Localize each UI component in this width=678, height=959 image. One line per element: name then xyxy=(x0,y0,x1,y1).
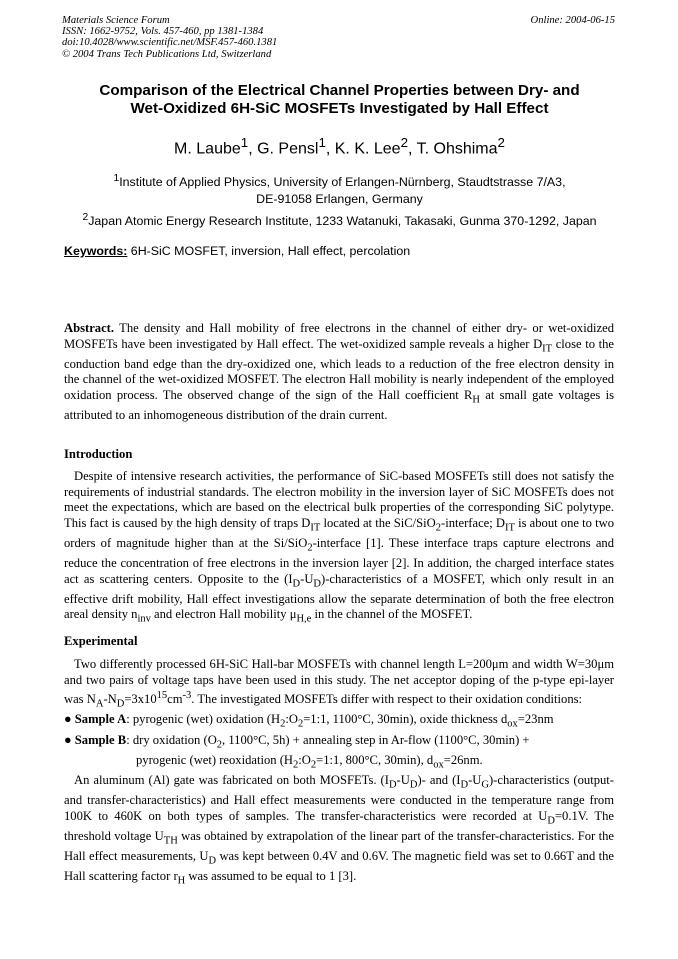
text-run: )-characteristics (output- and transfer-characteristics) and Hall effect measurements were conducted in the temperature range from 100K to 460K on both types of samples. The transfer-characteristics were recorded at U xyxy=(64,772,614,823)
subscript: 2 xyxy=(307,542,313,554)
keywords-label: Keywords: xyxy=(64,244,128,258)
text-run: )- and (I xyxy=(417,772,461,787)
text-run: -interface [1]. These interface traps capture electrons and reduce the concentration of free electrons in the inversion layer [2]. In addition, the charged interface states act as scattering centers. Opposite to the (I xyxy=(64,535,615,586)
subscript: H,e xyxy=(296,613,312,625)
paper-title xyxy=(62,82,617,118)
author-name: K. K. Lee xyxy=(334,140,401,158)
list-item-sample-b: ● Sample B: dry oxidation ($O_2$, 1100°C, 5h) + annealing step in Ar-flow (1100°C, 30min) + xyxy=(64,732,530,751)
subscript: 2 xyxy=(310,759,317,771)
affiliation-text: DE-91058 Erlangen, Germany xyxy=(256,192,423,207)
affiliation-text: Japan Atomic Energy Research Institute, 1233 Watanuki, Takasaki, Gunma 370-1292, Japan xyxy=(88,214,597,229)
text-run: =26nm. xyxy=(443,752,483,767)
text-run: Despite of intensive research activities, the performance of SiC-based MOSFETs still does not satisfy the requirements of industrial standards. The electron mobility in the inversion layer of SiC MOSFETs does not meet the expectations, which are based on the electrical bulk properties of the corresponding SiC polytype. This fact is caused by the high density of traps D xyxy=(64,469,614,530)
text-run: in the channel of the MOSFET. xyxy=(311,607,473,622)
section-heading-experimental: Experimental xyxy=(64,634,138,648)
superscript: 15 xyxy=(156,690,168,702)
subscript: 2 xyxy=(297,719,304,730)
author-affiliation-mark: 1 xyxy=(318,135,326,150)
subscript: 2 xyxy=(280,719,286,730)
superscript: -3 xyxy=(182,690,192,702)
experimental-paragraph-1 xyxy=(64,657,614,712)
list-item-sample-a: ● Sample A: pyrogenic (wet) oxidation ($H_2:O_2=1:1$, 1100°C, 30min), oxide thickness $d_{ox}=23nm$ xyxy=(64,712,554,730)
subscript: H xyxy=(472,394,481,406)
affiliation-2 xyxy=(62,212,617,228)
subscript: 2 xyxy=(435,522,442,534)
sample-b-label: Sample B xyxy=(74,732,127,747)
text-run: The density and Hall mobility of free electrons in the channel of either dry- or wet-oxidized MOSFETs have been investigated by Hall effect. The wet-oxidized sample reveals a higher D xyxy=(64,321,614,351)
subscript: 2 xyxy=(216,739,223,751)
introduction-section xyxy=(64,469,614,627)
title-line-2: Wet-Oxidized 6H-SiC MOSFETs Investigated by Hall Effect xyxy=(130,100,549,117)
subscript: IT xyxy=(310,522,321,534)
text-run: =23nm xyxy=(517,712,554,727)
affiliation-1 xyxy=(62,170,617,208)
text-run: =0.1V. The threshold voltage U xyxy=(64,808,614,843)
abstract-paragraph xyxy=(64,321,614,424)
online-date: Online: 2004-06-15 xyxy=(530,15,615,26)
experimental-section xyxy=(64,657,614,889)
subscript: ox xyxy=(507,719,518,730)
subscript: TH xyxy=(163,835,178,847)
text-run: )-characteristics of a MOSFET, which only result in an effective drift mobility, Hall effect investigations allow the separate determination of both the free electron areal density n xyxy=(64,571,615,622)
subscript: inv xyxy=(137,613,151,625)
subscript: G xyxy=(481,779,489,791)
subscript: 2 xyxy=(293,759,299,771)
text-run: =1:1, 1100°C, 30min), oxide thickness d xyxy=(303,712,508,727)
subscript: D xyxy=(409,779,418,791)
text-run: -interface; D xyxy=(441,515,506,530)
author-affiliation-mark: 2 xyxy=(497,135,505,150)
subscript: D xyxy=(388,779,397,791)
copyright-line: © 2004 Trans Tech Publications Ltd, Switzerland xyxy=(62,48,272,60)
publication-info xyxy=(62,15,277,60)
text-run: : dry oxidation (O xyxy=(126,732,217,747)
text-run: -U xyxy=(396,772,410,787)
subscript: D xyxy=(460,779,469,791)
experimental-paragraph-2 xyxy=(64,773,614,889)
author-affiliation-mark: 1 xyxy=(240,135,249,150)
text-run: was assumed to be equal to 1 [3]. xyxy=(185,868,357,883)
affiliation-text: Institute of Applied Physics, University of Erlangen-Nürnberg, Staudtstrasse 7/A3, xyxy=(119,175,566,190)
text-run: , 1100°C, 5h) + annealing step in Ar-flow (1100°C, 30min) + xyxy=(222,732,530,747)
subscript: H xyxy=(177,875,186,887)
introduction-paragraph xyxy=(64,469,614,627)
text-run: : pyrogenic (wet) oxidation (H xyxy=(126,712,281,727)
title-line-1: Comparison of the Electrical Channel Properties between Dry- and xyxy=(99,82,580,99)
text-run: Two differently processed 6H-SiC Hall-bar MOSFETs with channel length L=200μm and width W=30μm and two pairs of voltage taps have been used in this study. The net acceptor doping of the p-type epi-layer was N xyxy=(64,657,614,707)
section-heading-introduction: Introduction xyxy=(64,447,133,461)
sample-a-label: Sample A xyxy=(74,712,127,727)
text-run: . The investigated MOSFETs differ with respect to their oxidation conditions: xyxy=(191,692,583,707)
author-name: G. Pensl xyxy=(257,140,319,158)
author-name: M. Laube xyxy=(174,140,241,158)
abstract-section xyxy=(64,321,614,424)
subscript: D xyxy=(292,578,301,590)
text-run: was kept between 0.4V and 0.6V. The magnetic field was set to 0.66T and the Hall scattering factor r xyxy=(64,848,614,883)
text-run: pyrogenic (wet) reoxidation (H xyxy=(136,752,294,767)
subscript: A xyxy=(95,698,104,710)
affiliation-mark: 1 xyxy=(113,173,120,184)
subscript: D xyxy=(547,815,555,827)
text-run: =3x10 xyxy=(124,692,157,707)
text-run: located at the SiC/SiO xyxy=(320,515,436,530)
text-run: -U xyxy=(468,772,482,787)
text-run: at small gate voltages is attributed to an inhomogeneous distribution of the drain current. xyxy=(64,387,614,422)
text-run: close to the conduction band edge than the dry-oxidized one, which leads to a reduction of the free electron density in the channel of the wet-oxidized MOSFET. The electron Hall mobility is nearly independent of the employed oxidation process. The observed change of the sign of the Hall coefficient R xyxy=(64,336,614,402)
author-name: T. Ohshima xyxy=(416,140,498,158)
subscript: D xyxy=(116,698,125,710)
text-run: -N xyxy=(103,692,117,707)
issn-line: ISSN: 1662-9752, Vols. 457-460, pp 1381-1384 xyxy=(62,26,264,38)
author-list: M. Laube$^1$, G. Pensl$^1$, K. K. Lee$^2$, T. Ohshima$^2$ xyxy=(174,135,505,158)
text-run: An aluminum (Al) gate was fabricated on both MOSFETs. (I xyxy=(74,772,389,787)
keywords-text: 6H-SiC MOSFET, inversion, Hall effect, percolation xyxy=(127,244,411,258)
subscript: IT xyxy=(542,343,553,355)
subscript: ox xyxy=(433,759,444,771)
text-run: cm xyxy=(167,692,183,707)
text-run: :O xyxy=(298,752,311,767)
journal-name: Materials Science Forum xyxy=(62,15,170,26)
abstract-label: Abstract. xyxy=(64,321,115,335)
subscript: IT xyxy=(505,522,515,534)
subscript: D xyxy=(313,578,322,590)
list-item-sample-b-continued xyxy=(64,753,614,773)
subscript: D xyxy=(208,855,217,867)
text-run: :O xyxy=(285,712,298,727)
doi-line: doi:10.4028/www.scientific.net/MSF.457-460.1381 xyxy=(62,37,278,49)
text-run: was obtained by extrapolation of the linear part of the transfer-characteristics. For the Hall effect measurements, U xyxy=(64,828,614,863)
text-run: =1:1, 800°C, 30min), d xyxy=(316,752,434,767)
keywords xyxy=(64,244,410,258)
author-affiliation-mark: 2 xyxy=(400,135,408,150)
text-run: -U xyxy=(300,571,314,586)
text-run: is about one to two orders of magnitude higher than at the Si/SiO xyxy=(64,515,614,550)
text-run: and electron Hall mobility μ xyxy=(150,607,297,622)
affiliation-mark: 2 xyxy=(82,212,89,223)
